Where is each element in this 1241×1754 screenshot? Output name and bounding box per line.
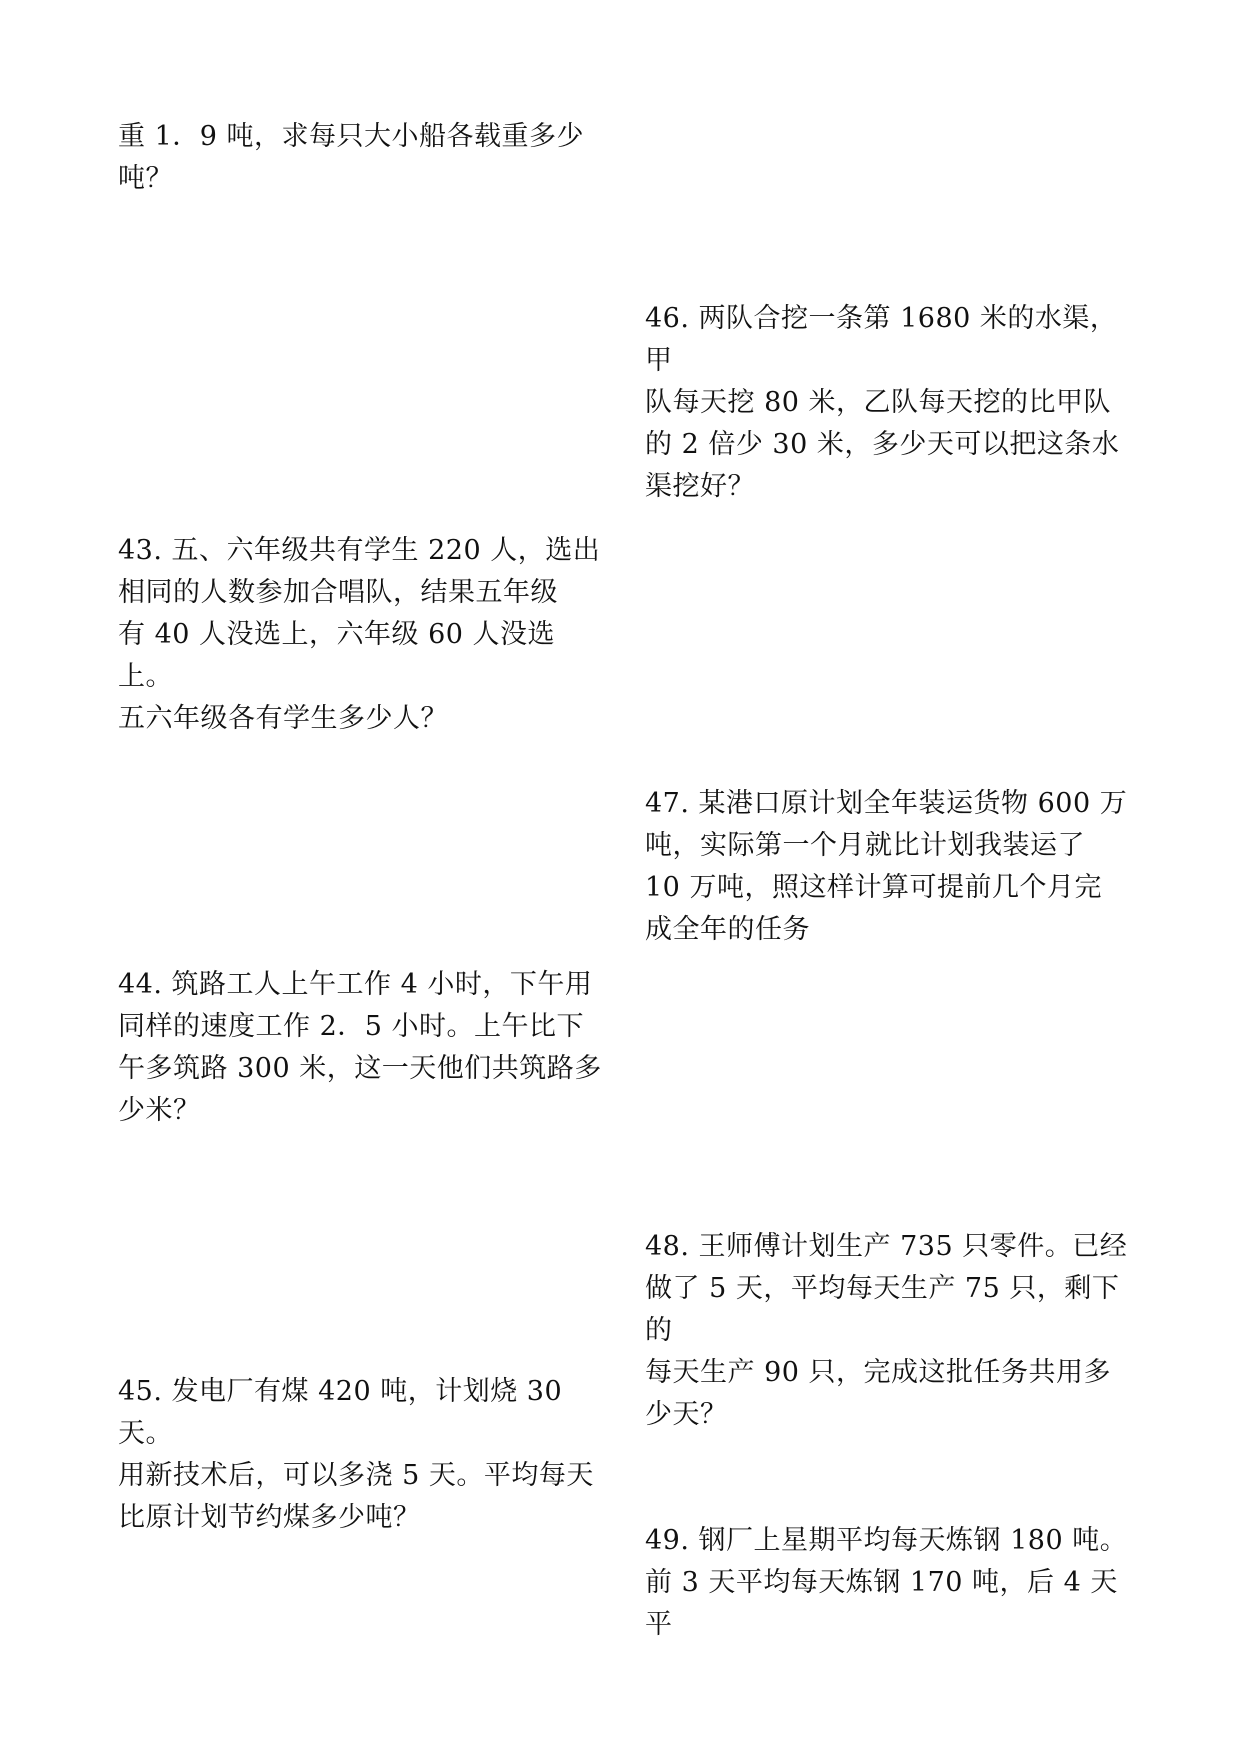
problem-49: 49. 钢厂上星期平均每天炼钢 180 吨。 前 3 天平均每天炼钢 170 吨，后 4 天平	[645, 1525, 1128, 1640]
problem-43: 43. 五、六年级共有学生 220 人，选出 相同的人数参加合唱队，结果五年级 有 40 人没选上，六年级 60 人没选上。 五六年级各有学生多少人？	[118, 535, 601, 734]
problem-46: 46. 两队合挖一条第 1680 米的水渠，甲 队每天挖 80 米，乙队每天挖的比甲队 的 2 倍少 30 米，多少天可以把这条水 渠挖好？	[645, 303, 1120, 502]
problem-47: 47. 某港口原计划全年装运货物 600 万 吨，实际第一个月就比计划我装运了 10 万吨，照这样计算可提前几个月完 成全年的任务	[645, 788, 1128, 945]
problem-45: 45. 发电厂有煤 420 吨，计划烧 30 天。 用新技术后，可以多浇 5 天。平均每天 比原计划节约煤多少吨？	[118, 1376, 594, 1533]
problem-42-continuation: 重 1．9 吨，求每只大小船各载重多少 吨？	[118, 121, 585, 194]
problem-48: 48. 王师傅计划生产 735 只零件。已经 做了 5 天，平均每天生产 75 只，剩下的 每天生产 90 只，完成这批任务共用多 少天？	[645, 1231, 1128, 1430]
problem-44: 44. 筑路工人上午工作 4 小时，下午用 同样的速度工作 2．5 小时。上午比下 午多筑路 300 米，这一天他们共筑路多 少米？	[118, 969, 602, 1126]
